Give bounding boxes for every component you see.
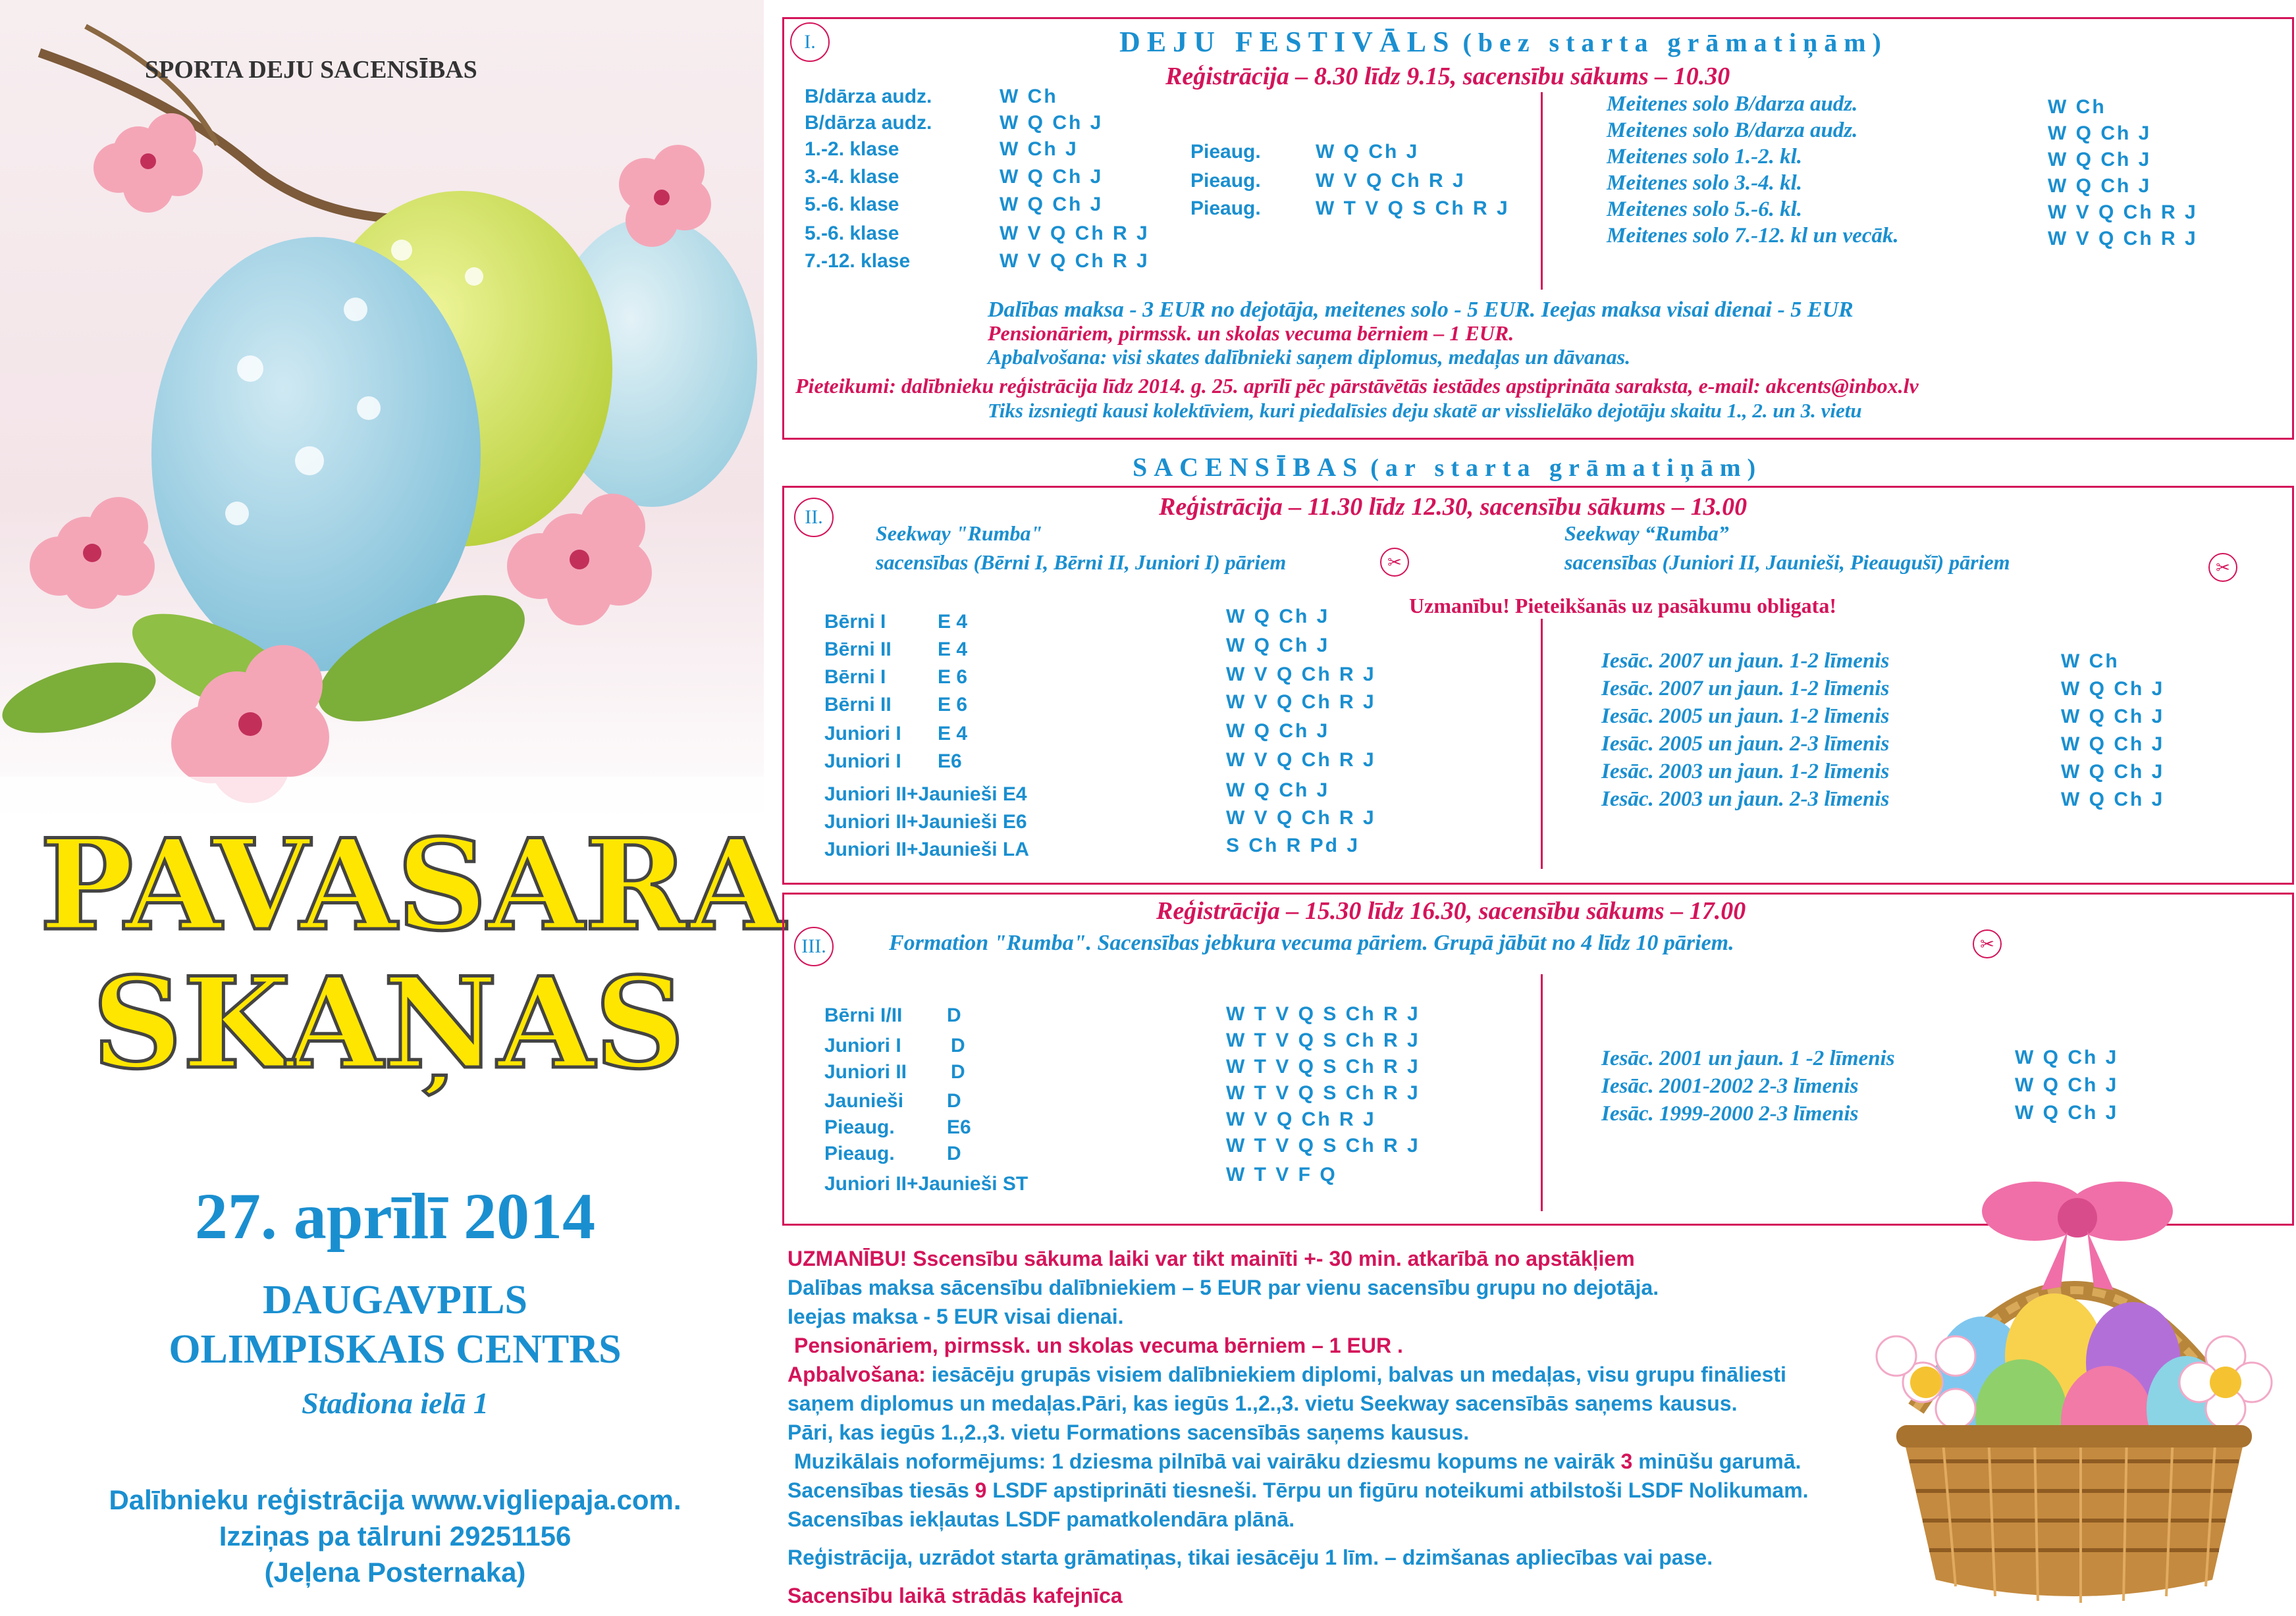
dance-list: W V Q Ch R J bbox=[1316, 170, 1466, 192]
apply-text: dalībnieku reģistrācija līdz 2014. g. 25. aprīlī pēc pārstāvētās iestādes apstiprināta saraksta, e-mail: akcents@inbox.lv bbox=[901, 374, 1919, 398]
dance-list: W Q Ch J bbox=[1226, 779, 1330, 801]
section-2-heading bbox=[1133, 452, 1762, 482]
dance-list: W V Q Ch R J bbox=[2048, 228, 2198, 249]
section-3-divider bbox=[1541, 974, 1543, 1211]
footer-judges: Sacensības tiesās 9 LSDF apstiprināti tiesneši. Tērpu un figūru noteikumi atbilstoši LSDF Nolikumam. bbox=[788, 1478, 1809, 1502]
list-item: 7.-12. klase bbox=[805, 250, 911, 272]
dance-list: W Q Ch J bbox=[2048, 175, 2152, 197]
dance-list: W V Q Ch R J bbox=[1226, 664, 1376, 685]
dance-list: S Ch R Pd J bbox=[1226, 835, 1360, 856]
dance-list: W Ch bbox=[1000, 86, 1058, 107]
dance-list: W T V Q S Ch R J bbox=[1226, 1135, 1420, 1157]
section-1-registration: Reģistrācija – 8.30 līdz 9.15, sacensību sākums – 10.30 bbox=[1165, 63, 1730, 90]
list-item: Jaunieši D bbox=[824, 1090, 961, 1112]
footer-notes bbox=[788, 1244, 1809, 1610]
list-item: B/dārza audz. bbox=[805, 112, 932, 134]
easter-basket-illustration bbox=[1857, 1159, 2291, 1613]
list-item: Bērni I E 6 bbox=[824, 666, 968, 688]
dance-list: W V Q Ch R J bbox=[2048, 201, 2198, 223]
list-item: 3.-4. klase bbox=[805, 166, 899, 188]
section-2-divider bbox=[1541, 619, 1543, 869]
scissors-icon: ✂ bbox=[1973, 929, 2002, 958]
apply-label: Pieteikumi: bbox=[795, 374, 896, 398]
dance-list: W Q Ch J bbox=[2015, 1102, 2119, 1124]
list-item: Iesāc. 2007 un jaun. 1-2 līmenis bbox=[1601, 677, 1890, 700]
section-1-number: I. bbox=[790, 22, 830, 62]
list-item: Bērni II E 6 bbox=[824, 694, 968, 716]
dance-list: W Q Ch J bbox=[2048, 149, 2152, 170]
event-type: SPORTA DEJU SACENSĪBAS bbox=[145, 56, 477, 84]
title-line2: SKAŅAS bbox=[92, 950, 685, 1097]
dance-list: W T V Q S Ch R J bbox=[1226, 1082, 1420, 1104]
event-city: DAUGAVPILS bbox=[263, 1278, 527, 1322]
list-item: Iesāc. 2005 un jaun. 1-2 līmenis bbox=[1601, 704, 1890, 728]
dance-list: W Q Ch J bbox=[1316, 141, 1420, 163]
dance-list: W V Q Ch R J bbox=[1226, 807, 1376, 829]
title-line1: PAVASARA bbox=[40, 812, 786, 958]
dance-list: W Q Ch J bbox=[1226, 635, 1330, 656]
footer-cafe: Sacensību laikā strādās kafejnīca bbox=[788, 1584, 1123, 1607]
list-item: Meitenes solo B/darza audz. bbox=[1607, 92, 1858, 116]
event-address: Stadiona ielā 1 bbox=[302, 1386, 489, 1420]
footer-fee2: Ieejas maksa - 5 EUR visai dienai. bbox=[788, 1305, 1124, 1328]
list-item: B/dārza audz. bbox=[805, 86, 932, 107]
list-item: Juniori II+Jaunieši ST bbox=[824, 1173, 1028, 1195]
seekway-1-title: Seekway "Rumba" bbox=[876, 521, 1043, 545]
footer-reg-note: Reģistrācija, uzrādot starta grāmatiņas, tikai iesācēju 1 līm. – dzimšanas apliecības vai pase. bbox=[788, 1546, 1713, 1569]
dance-list: W T V Q S Ch R J bbox=[1226, 1056, 1420, 1078]
list-item: 5.-6. klase bbox=[805, 194, 899, 215]
section-1-divider bbox=[1541, 92, 1543, 290]
section-3-number: III. bbox=[794, 927, 834, 966]
list-item: 1.-2. klase bbox=[805, 138, 899, 160]
list-item: Pieaug. bbox=[1190, 170, 1261, 192]
dance-list: W V Q Ch R J bbox=[1000, 250, 1150, 272]
dance-list: W T V Q S Ch R J bbox=[1316, 197, 1510, 219]
footer-calendar: Sacensības iekļautas LSDF pamatkolendāra plānā. bbox=[788, 1507, 1295, 1531]
dance-list: W T V Q S Ch R J bbox=[1226, 1003, 1420, 1025]
footer-pension: Pensionāriem, pirmssk. un skolas vecuma bērniem – 1 EUR . bbox=[794, 1334, 1403, 1357]
list-item: Meitenes solo 7.-12. kl un vecāk. bbox=[1607, 224, 1899, 248]
list-item: Juniori I D bbox=[824, 1035, 965, 1056]
list-item: Iesāc. 2003 un jaun. 1-2 līmenis bbox=[1601, 760, 1890, 783]
seekway-2-title: Seekway “Rumba” bbox=[1564, 521, 1729, 545]
info-phone: Izziņas pa tālruni 29251156 bbox=[219, 1521, 572, 1551]
section-1-heading bbox=[1119, 25, 1888, 59]
section-1-title-note: (bez starta grāmatiņām) bbox=[1462, 28, 1888, 57]
dance-list: W Q Ch J bbox=[1000, 194, 1104, 215]
dance-list: W T V F Q bbox=[1226, 1164, 1337, 1186]
footer-warning: UZMANĪBU! Sscensību sākuma laiki var tikt mainīti +- 30 min. atkarībā no apstākļiem bbox=[788, 1247, 1635, 1270]
list-item: Bērni II E 4 bbox=[824, 639, 968, 660]
list-item: Juniori II+Jaunieši E6 bbox=[824, 811, 1027, 833]
list-item: Pieaug. bbox=[1190, 197, 1261, 219]
list-item: Juniori I E6 bbox=[824, 750, 962, 772]
list-item: Iesāc. 2001 un jaun. 1 -2 līmenis bbox=[1601, 1047, 1895, 1070]
section-3-registration: Reģistrācija – 15.30 līdz 16.30, sacensību sākums – 17.00 bbox=[1156, 897, 1746, 925]
list-item: Meitenes solo 1.-2. kl. bbox=[1607, 145, 1802, 169]
section-1-fee: Dalības maksa - 3 EUR no dejotāja, meitenes solo - 5 EUR. Ieejas maksa visai dienai - 5 EUR bbox=[988, 298, 1854, 322]
event-venue: OLIMPISKAIS CENTRS bbox=[169, 1327, 622, 1372]
easter-eggs-photo bbox=[0, 0, 764, 843]
list-item: Meitenes solo B/darza audz. bbox=[1607, 118, 1858, 142]
dance-list: W V Q Ch R J bbox=[1226, 749, 1376, 771]
list-item: 5.-6. klase bbox=[805, 222, 899, 244]
section-1-cups: Tiks izsniegti kausi kolektīviem, kuri piedalīsies deju skatē ar visslielāko dejotāju skaitu 1., 2. un 3. vietu bbox=[988, 399, 1862, 422]
list-item: Iesāc. 2001-2002 2-3 līmenis bbox=[1601, 1074, 1859, 1098]
seekway-1-desc: sacensības (Bērni I, Bērni II, Juniori I) pāriem bbox=[876, 550, 1287, 574]
dance-list: W Q Ch J bbox=[2061, 789, 2165, 810]
footer-awards3: Pāri, kas iegūs 1.,2.,3. vietu Formations sacensībās saņems kausus. bbox=[788, 1421, 1470, 1444]
section-2-number: II. bbox=[794, 498, 834, 537]
dance-list: W Ch bbox=[2061, 650, 2120, 672]
dance-list: W Q Ch J bbox=[2061, 733, 2165, 755]
section-1-apply bbox=[795, 374, 1919, 398]
list-item: Bērni I E 4 bbox=[824, 611, 968, 633]
section-1-title: DEJU FESTIVĀLS bbox=[1119, 26, 1456, 58]
list-item: Meitenes solo 5.-6. kl. bbox=[1607, 197, 1802, 221]
dance-list: W V Q Ch R J bbox=[1226, 1108, 1376, 1130]
scissors-icon: ✂ bbox=[2208, 553, 2237, 582]
dance-list: W T V Q S Ch R J bbox=[1226, 1030, 1420, 1051]
contact-person: (Jeļena Posternaka) bbox=[264, 1557, 526, 1588]
list-item: Juniori I E 4 bbox=[824, 723, 968, 744]
footer-awards2: saņem diplomus un medaļas.Pāri, kas iegūs 1.,2.,3. vietu Seekway sacensībās saņems kausus. bbox=[788, 1392, 1738, 1415]
section-2-registration: Reģistrācija – 11.30 līdz 12.30, sacensību sākums – 13.00 bbox=[1159, 493, 1748, 521]
footer-fee1: Dalības maksa sācensību dalībniekiem – 5 EUR par vienu sacensību grupu no dejotāja. bbox=[788, 1276, 1659, 1299]
dance-list: W Q Ch J bbox=[2061, 761, 2165, 783]
section-1-awards: Apbalvošana: visi skates dalībnieki saņem diplomus, medaļas un dāvanas. bbox=[988, 345, 1631, 369]
list-item: Iesāc. 1999-2000 2-3 līmenis bbox=[1601, 1102, 1859, 1126]
dance-list: W Q Ch J bbox=[2015, 1074, 2119, 1096]
dance-list: W V Q Ch R J bbox=[1226, 691, 1376, 713]
list-item: Pieaug. bbox=[1190, 141, 1261, 163]
list-item: Juniori II+Jaunieši E4 bbox=[824, 783, 1027, 805]
dance-list: W Q Ch J bbox=[2048, 122, 2152, 144]
list-item: Juniori II D bbox=[824, 1061, 965, 1083]
list-item: Meitenes solo 3.-4. kl. bbox=[1607, 171, 1802, 195]
dance-list: W Q Ch J bbox=[1226, 606, 1330, 627]
dance-list: W Q Ch J bbox=[1226, 720, 1330, 742]
list-item: Iesāc. 2003 un jaun. 2-3 līmenis bbox=[1601, 787, 1890, 811]
dance-list: W Q Ch J bbox=[2015, 1047, 2119, 1068]
scissors-icon: ✂ bbox=[1380, 548, 1409, 577]
dance-list: W Q Ch J bbox=[2061, 678, 2165, 700]
event-date: 27. aprīlī 2014 bbox=[194, 1180, 596, 1253]
footer-music: Muzikālais noformējums: 1 dziesma pilnībā vai vairāku dziesmu kopums ne vairāk 3 minūšu garumā. bbox=[794, 1449, 1802, 1473]
section-3-formation: Formation "Rumba". Sacensības jebkura vecuma pāriem. Grupā jābūt no 4 līdz 10 pāriem. bbox=[889, 931, 1734, 955]
seekway-2-desc: sacensības (Juniori II, Jaunieši, Pieaugušī) pāriem bbox=[1564, 550, 2010, 574]
list-item: Iesāc. 2007 un jaun. 1-2 līmenis bbox=[1601, 649, 1890, 673]
list-item: Juniori II+Jaunieši LA bbox=[824, 839, 1029, 860]
dance-list: W V Q Ch R J bbox=[1000, 222, 1150, 244]
section-2-title-note: (ar starta grāmatiņām) bbox=[1370, 454, 1763, 482]
list-item: Pieaug. D bbox=[824, 1143, 961, 1164]
dance-list: W Ch J bbox=[1000, 138, 1079, 160]
registration-link[interactable]: Dalībnieku reģistrācija www.vigliepaja.com. bbox=[109, 1484, 681, 1515]
dance-list: W Ch bbox=[2048, 96, 2106, 118]
dance-list: W Q Ch J bbox=[1000, 166, 1104, 188]
list-item: Iesāc. 2005 un jaun. 2-3 līmenis bbox=[1601, 732, 1890, 756]
section-2-warning: Uzmanību! Pieteikšanās uz pasākumu obligata! bbox=[1409, 594, 1836, 617]
footer-awards: Apbalvošana: iesācēju grupās visiem dalībniekiem diplomi, balvas un medaļas, visu grupu fināliesti bbox=[788, 1363, 1786, 1386]
list-item: Bērni I/II D bbox=[824, 1004, 961, 1026]
section-1-pension: Pensionāriem, pirmssk. un skolas vecuma bērniem – 1 EUR. bbox=[988, 321, 1514, 345]
list-item: Pieaug. E6 bbox=[824, 1116, 971, 1138]
section-2-title: SACENSĪBAS bbox=[1133, 452, 1364, 482]
dance-list: W Q Ch J bbox=[1000, 112, 1104, 134]
dance-list: W Q Ch J bbox=[2061, 706, 2165, 727]
